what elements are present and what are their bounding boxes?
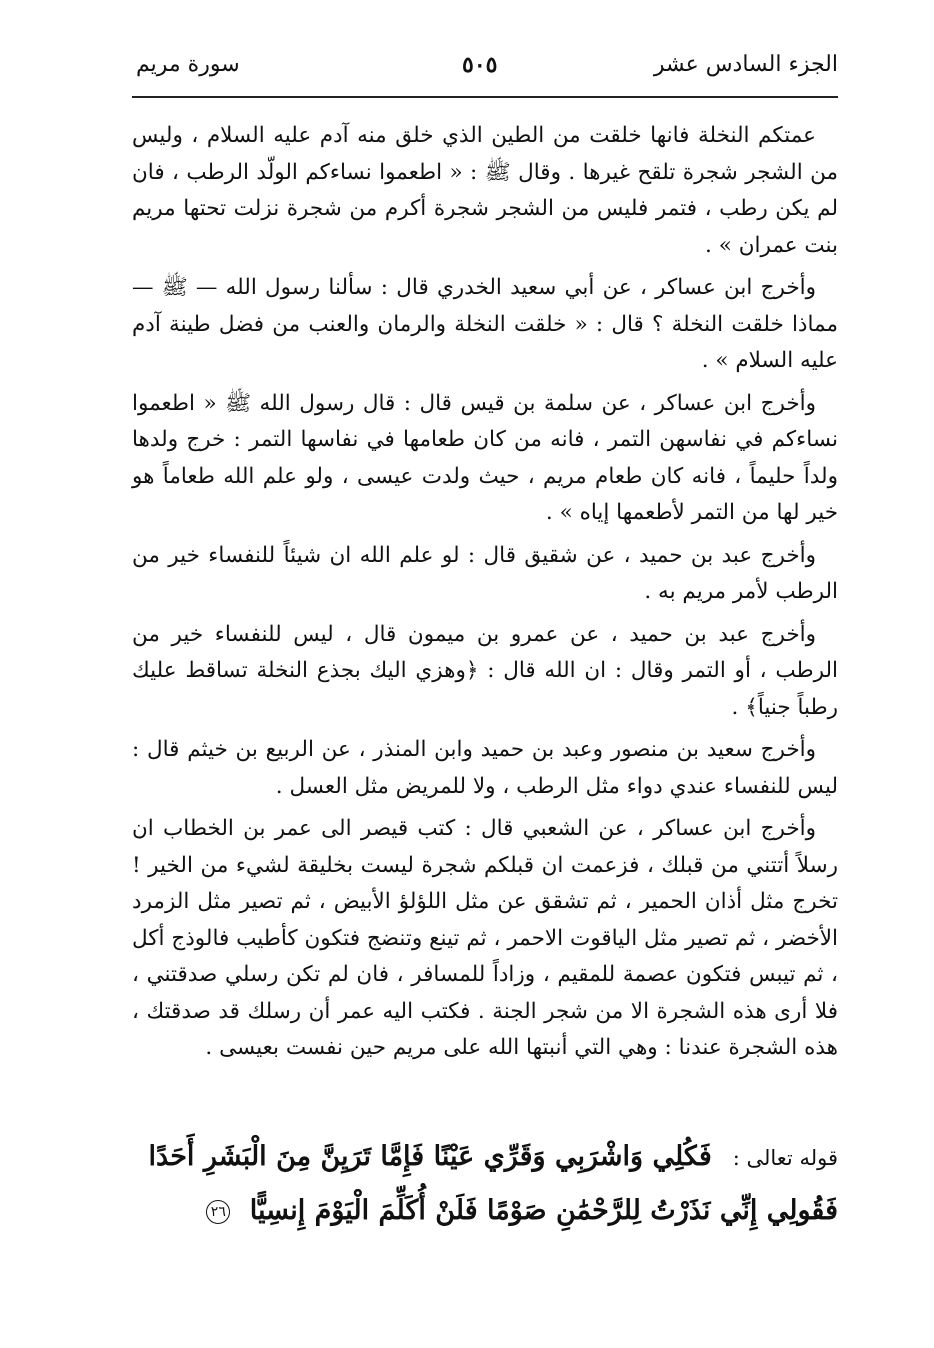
verse-text-2: فَقُولِي إِنِّي نَذَرْتُ لِلرَّحْمَٰنِ صَوْمًا فَلَنْ أُكَلِّمَ الْيَوْمَ إِنسِيًّا: [249, 1195, 838, 1226]
main-text: [132, 118, 838, 1073]
quran-verse: [132, 1132, 838, 1238]
verse-intro: قوله تعالى :: [732, 1146, 838, 1170]
verse-text-1: فَكُلِي وَاشْرَبِي وَقَرِّي عَيْنًا فَإِمَّا تَرَيِنَّ مِنَ الْبَشَرِ أَحَدًا: [148, 1141, 712, 1172]
verse-line-1: [132, 1132, 838, 1184]
paragraph: وأخرج ابن عساكر ، عن سلمة بن قيس قال : قال رسول الله ﷺ « اطعموا نساءكم في نفاسهن التمر ، فانه من كان طعامها في نفاسها التمر : خرج ولدها ولداً حليماً ، فانه كان طعام مريم ، حيث ولدت عيسى ، ولو علم الله طعاماً هو خير لها من التمر لأطعمها إياه » .: [132, 390, 838, 525]
paragraph: عمتكم النخلة فانها خلقت من الطين الذي خلق منه آدم عليه السلام ، وليس من الشجر شجرة تلقح غيرها . وقال ﷺ : « اطعموا نساءكم الولّد الرطب ، فان لم يكن رطب ، فتمر فليس من الشجر شجرة أكرم من شجرة نزلت تحتها مريم بنت عمران » .: [132, 123, 838, 258]
header-divider: [132, 96, 838, 98]
paragraph: وأخرج عبد بن حميد ، عن شقيق قال : لو علم الله ان شيئاً للنفساء خير من الرطب لأمر مريم به .: [132, 542, 838, 604]
ayah-number-icon: ٢٦: [206, 1200, 230, 1224]
page-number: ٥٠٥: [462, 52, 498, 78]
paragraph: وأخرج عبد بن حميد ، عن عمرو بن ميمون قال ، ليس للنفساء خير من الرطب ، أو التمر وقال : ان الله قال : ﴿وهزي اليك بجذع النخلة تساقط عليك رطباً جنياً﴾ .: [132, 621, 838, 720]
surah-title: سورة مريم: [136, 52, 240, 77]
part-title: الجزء السادس عشر: [653, 52, 838, 77]
verse-line-2: [132, 1184, 838, 1238]
paragraph: وأخرج سعيد بن منصور وعبد بن حميد وابن المنذر ، عن الربيع بن خيثم قال : ليس للنفساء عندي دواء مثل الرطب ، ولا للمريض مثل العسل .: [132, 737, 838, 799]
paragraph: وأخرج ابن عساكر ، عن أبي سعيد الخدري قال : سألنا رسول الله — ﷺ — مماذا خلقت النخلة ؟ قال : « خلقت النخلة والرمان والعنب من فضل طينة آدم عليه السلام » .: [132, 275, 838, 373]
page-header: [132, 48, 838, 92]
paragraph: وأخرج ابن عساكر ، عن الشعبي قال : كتب قيصر الى عمر بن الخطاب ان رسلاً أتتني من قبلك ، فزعمت ان قبلكم شجرة ليست بخليقة لشيء من الخير ! تخرج مثل أذان الحمير ، ثم تشقق عن مثل اللؤلؤ الأبيض ، ثم تصير مثل الزمرد الأخضر ، ثم تصير مثل الياقوت الاحمر ، ثم تينع وتنضج فتكون كأطيب فالوذج أكل ، ثم تيبس فتكون عصمة للمقيم ، وزاداً للمسافر ، فان لم تكن رسلي صدقتني ، فلا أرى هذه الشجرة الا من شجر الجنة . فكتب اليه عمر أن رسلك قد صدقتك ، هذه الشجرة عندنا : وهي التي أنبتها الله على مريم حين نفست بعيسى .: [132, 816, 838, 1060]
